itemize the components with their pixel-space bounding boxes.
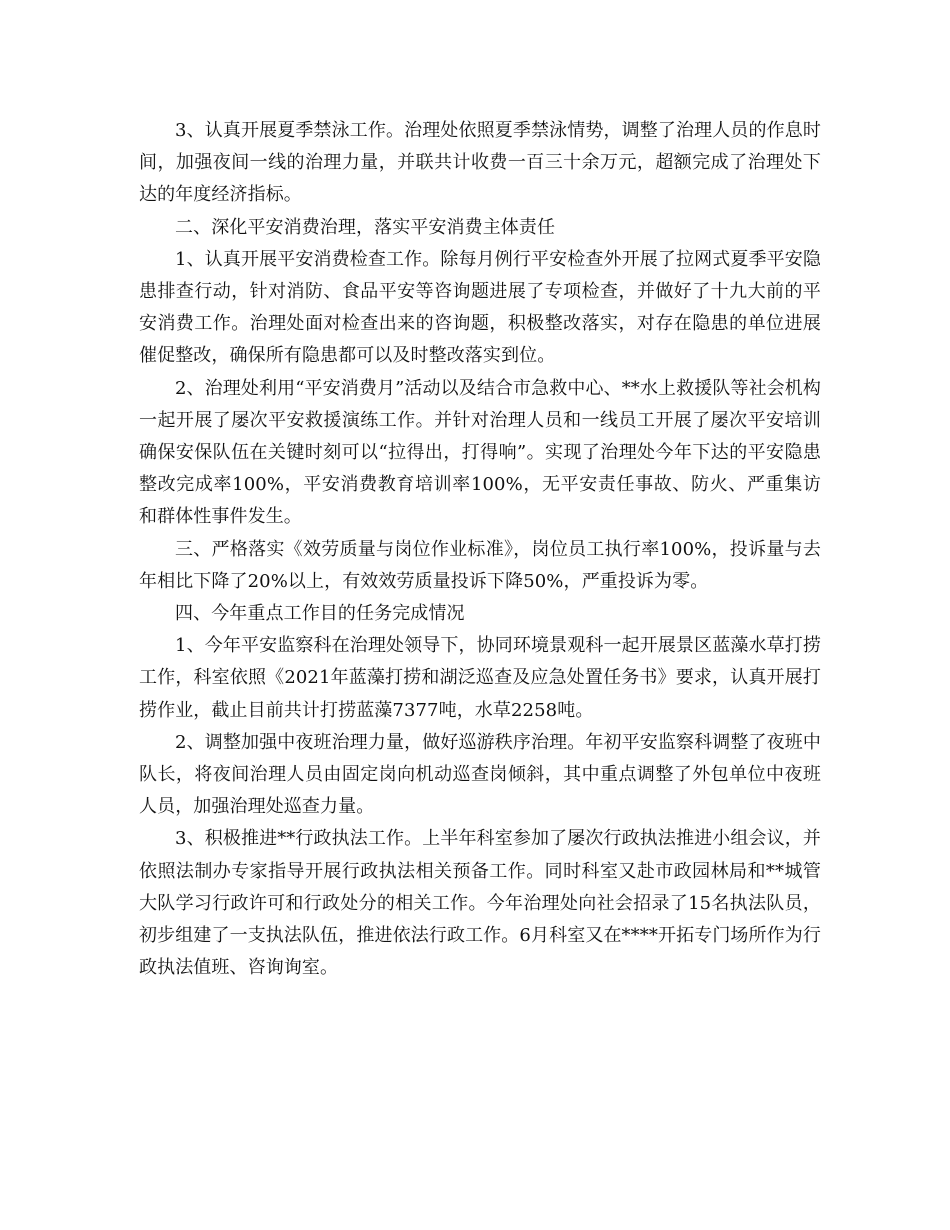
heading-key-tasks: 四、今年重点工作目的任务完成情况: [175, 603, 465, 625]
paragraph-summer-swim-ban: 3、认真开展夏季禁泳工作。治理处依照夏季禁泳情势，调整了治理人员的作息时间，加强夜间一线的治理力量，并联共计收费一百三十余万元，超额完成了治理处下达的年度经济指标。: [139, 120, 821, 206]
heading-safety-management: 二、深化平安消费治理，落实平安消费主体责任: [175, 216, 556, 238]
document-body: [139, 115, 821, 984]
paragraph-rescue-drills: 2、治理处利用“平安消费月”活动以及结合市急救中心、**水上救援队等社会机构一起开展了屡次平安救援演练工作。并针对治理人员和一线员工开展了屡次平安培训确保安保队伍在关键时刻可以“拉得出，打得响”。实现了治理处今年下达的平安隐患整改完成率100%，平安消费教育培训率100%，无平安责任事故、防火、严重集访和群体性事件发生。: [139, 377, 821, 528]
paragraph-administrative-enforcement: 3、积极推进**行政执法工作。上半年科室参加了屡次行政执法推进小组会议，并依照法制办专家指导开展行政执法相关预备工作。同时科室又赴市政园林局和**城管大队学习行政许可和行政处分的相关工作。今年治理处向社会招录了15名执法队员，初步组建了一支执法队伍，推进依法行政工作。6月科室又在****开拓专门场所作为行政执法值班、咨询询室。: [139, 828, 821, 979]
paragraph-safety-inspection: 1、认真开展平安消费检查工作。除每月例行平安检查外开展了拉网式夏季平安隐患排查行动，针对消防、食品平安等咨询题进展了专项检查，并做好了十九大前的平安消费工作。治理处面对检查出来的咨询题，积极整改落实，对存在隐患的单位进展催促整改，确保所有隐患都可以及时整改落实到位。: [139, 248, 821, 367]
paragraph-night-shift: 2、调整加强中夜班治理力量，做好巡游秩序治理。年初平安监察科调整了夜班中队长，将夜间治理人员由固定岗向机动巡查岗倾斜，其中重点调整了外包单位中夜班人员，加强治理处巡查力量。: [139, 731, 821, 818]
heading-service-quality-standards: 三、严格落实《效劳质量与岗位作业标准》，岗位员工执行率100%，投诉量与去年相比下降了20%以上，有效效劳质量投诉下降50%，严重投诉为零。: [139, 538, 821, 592]
paragraph-algae-salvage: 1、今年平安监察科在治理处领导下，协同环境景观科一起开展景区蓝藻水草打捞工作，科室依照《2021年蓝藻打捞和湖泛巡查及应急处置任务书》要求，认真开展打捞作业，截止目前共计打捞蓝藻7377吨，水草2258吨。: [139, 635, 821, 721]
